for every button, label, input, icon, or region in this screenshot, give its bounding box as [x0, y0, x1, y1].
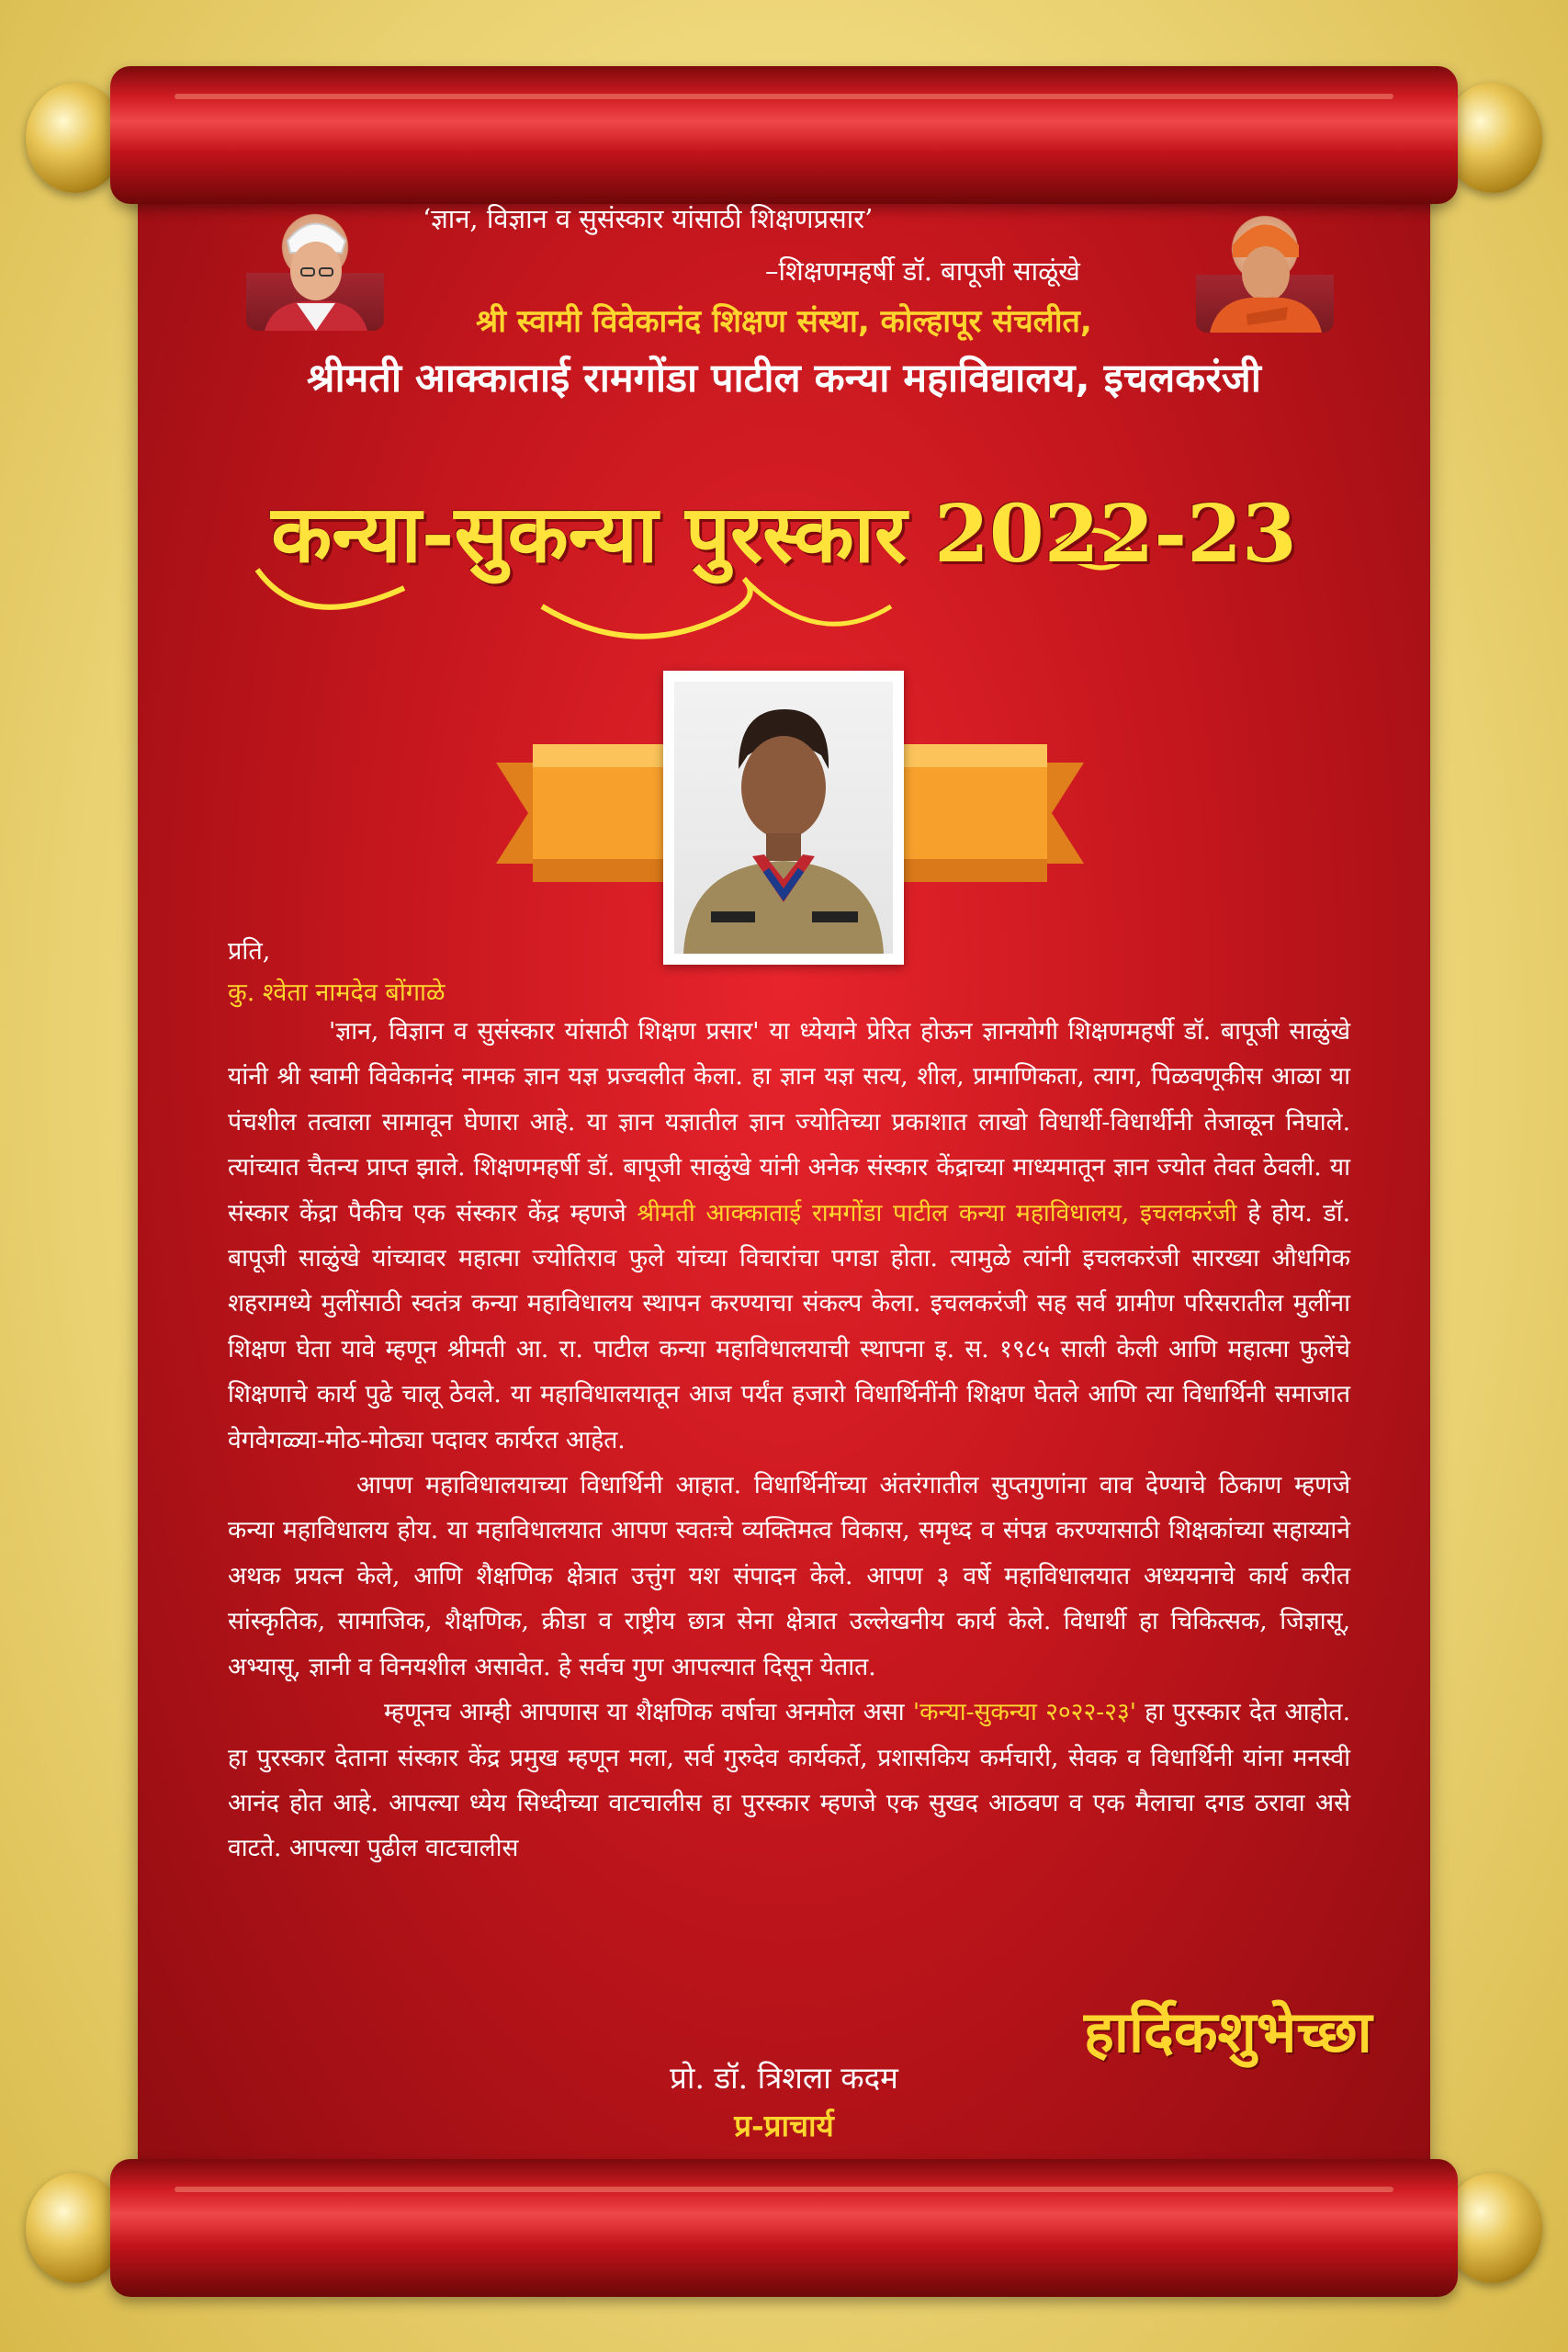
top-scroll-roller	[110, 66, 1458, 204]
highlighted-college-name: श्रीमती आक्काताई रामगोंडा पाटील कन्या महाविधालय, इचलकरंजी	[637, 1198, 1237, 1227]
paragraph-3-text: म्हणूनच आम्ही आपणास या शैक्षणिक वर्षाचा अनमोल असा	[384, 1698, 913, 1727]
bottom-right-knob	[1443, 2173, 1542, 2283]
motto-quote: ‘ज्ञान, विज्ञान व सुसंस्कार यांसाठी शिक्षणप्रसार’	[423, 203, 874, 234]
college-name: श्रीमती आक्काताई रामगोंडा पाटील कन्या महाविद्यालय, इचलकरंजी	[307, 356, 1261, 401]
paragraph-1	[228, 1009, 1350, 1463]
paragraph-1-text: 'ज्ञान, विज्ञान व सुसंस्कार यांसाठी शिक्षण प्रसार' या ध्येयाने प्रेरित होऊन ज्ञानयोगी शिक्षणमहर्षी डॉ. बापूजी साळुंखे यांनी श्री स्वामी विवेकानंद नामक ज्ञान यज्ञ प्रज्वलीत केला. हा ज्ञान यज्ञ सत्य, शील, प्रामाणिकता, त्याग, पिळवणूकीस आळा या पंचशील तत्वाला सामावून घेणारा आहे. या ज्ञान यज्ञातील ज्ञान ज्योतिच्या प्रकाशात लाखो विधार्थी-विधार्थीनी तेजाळून निघाले. त्यांच्यात चैतन्य प्राप्त झाले. शिक्षणमहर्षी डॉ. बापूजी साळुंखे यांनी अनेक संस्कार केंद्राच्या माध्यमातून ज्ञान ज्योत तेवत ठेवली. या संस्कार केंद्रा पैकीच एक संस्कार केंद्र म्हणजे	[228, 1017, 1350, 1227]
paragraph-3	[228, 1690, 1350, 1871]
recipient-name: कु. श्वेता नामदेव बोंगाळे	[228, 978, 446, 1007]
bottom-scroll-roller	[110, 2159, 1458, 2297]
signatory-name: प्रो. डॉ. त्रिशला कदम	[670, 2060, 898, 2096]
greeting-text: हार्दिकशुभेच्छा	[1084, 1998, 1372, 2065]
paragraph-1-text-continued: हे होय. डॉ. बापूजी साळुंखे यांच्यावर महात्मा ज्योतिराव फुले यांच्या विचारांचा पगडा होता. त्यामुळे त्यांनी इचलकरंजी सारख्या औधगिक शहरामध्ये मुलींसाठी स्वतंत्र कन्या महाविधालय स्थापन करण्याचा संकल्प केला. इचलकरंजी सह सर्व ग्रामीण परिसरातील मुलींना शिक्षण घेता यावे म्हणून श्रीमती आ. रा. पाटील कन्या महाविधालयाची स्थापना इ. स. १९८५ साली केली आणि महात्मा फुलेंचे शिक्षणाचे कार्य पुढे चालू ठेवले. या महाविधालयातून आज पर्यंत हजारो विधार्थिनींनी शिक्षण घेतले आणि त्या विधार्थिनी समाजात वेगवेगळ्या-मोठ-मोठ्या पदावर कार्यरत आहेत.	[228, 1198, 1351, 1454]
paragraph-2: आपण महाविधालयाच्या विधार्थिनी आहात. विधार्थिनींच्या अंतरंगातील सुप्तगुणांना वाव देण्याचे ठिकाण म्हणजे कन्या महाविधालय होय. या महाविधालयात आपण स्वतःचे व्यक्तिमत्व विकास, समृध्द व संपन्न करण्यासाठी शिक्षकांच्या सहाय्याने अथक प्रयत्न केले, आणि शैक्षणिक क्षेत्रात उत्तुंग यश संपादन केले. आपण ३ वर्षे महाविधालयात अध्ययनाचे कार्य करीत सांस्कृतिक, सामाजिक, शैक्षणिक, क्रीडा व राष्ट्रीय छात्र सेना क्षेत्रात उल्लेखनीय कार्य केले. विधार्थी हा चिकित्सक, जिज्ञासू, अभ्यासू, ज्ञानी व विनयशील असावेत. हे सर्वच गुण आपल्यात दिसून येतात.	[228, 1471, 1350, 1681]
institute-name: श्री स्वामी विवेकानंद शिक्षण संस्था, कोल्हापूर संचलीत,	[476, 303, 1092, 340]
quote-author: –शिक्षणमहर्षी डॉ. बापूजी साळूंखे	[765, 255, 1080, 287]
highlighted-award-name: 'कन्या-सुकन्या २०२२-२३'	[912, 1698, 1137, 1727]
award-title: कन्या-सुकन्या पुरस्कार 2022-23	[271, 488, 1297, 581]
salutation: प्रति,	[228, 937, 271, 966]
signatory-designation: प्र-प्राचार्य	[734, 2108, 834, 2143]
paragraph-3-text-continued: हा पुरस्कार देत आहोत. हा पुरस्कार देताना संस्कार केंद्र प्रमुख म्हणून मला, सर्व गुरुदेव कार्यकर्ते, प्रशासकिय कर्मचारी, सेवक व विधार्थिनी यांना मनस्वी आनंद होत आहे. आपल्या ध्येय सिध्दीच्या वाटचालीस हा पुरस्कार म्हणजे एक सुखद आठवण व एक मैलाचा दगड ठरावा असे वाटते. आपल्या पुढील वाटचालीस	[228, 1698, 1351, 1863]
student-photo-frame	[663, 671, 904, 965]
top-right-knob	[1443, 83, 1542, 193]
letter-body	[228, 1009, 1350, 1871]
student-photo	[674, 682, 893, 954]
